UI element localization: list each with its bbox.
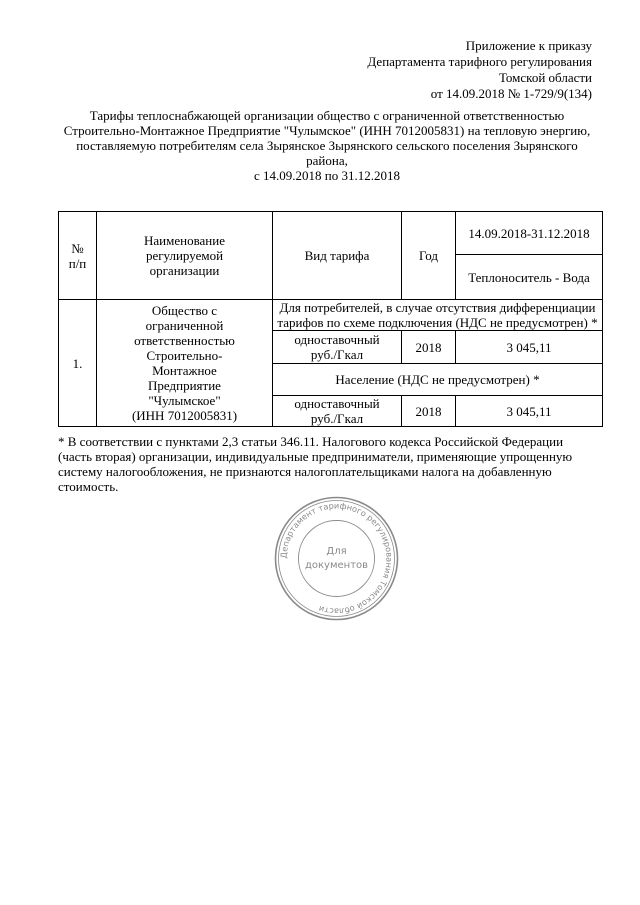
group2-label: Население (НДС не предусмотрен) * xyxy=(273,364,603,396)
title-line: Тарифы теплоснабжающей организации общество с ограниченной ответственностью xyxy=(89,108,565,123)
stamp-center-line: Для xyxy=(326,546,347,557)
table-header-row xyxy=(59,212,603,255)
appendix-line: Приложение к приказу xyxy=(465,38,592,53)
tariff-table xyxy=(58,211,603,427)
appendix-line: от 14.09.2018 № 1-729/9(134) xyxy=(430,86,592,101)
stamp-outer-ring xyxy=(276,498,398,620)
title-line: с 14.09.2018 по 31.12.2018 xyxy=(254,168,400,183)
header-carrier: Теплоноситель - Вода xyxy=(456,255,603,300)
group2-value: 3 045,11 xyxy=(456,396,603,427)
header-period: 14.09.2018-31.12.2018 xyxy=(456,212,603,255)
stamp-ring-text: Департамент тарифного регулирования Томской области xyxy=(278,500,395,617)
group1-year: 2018 xyxy=(402,331,456,364)
table-row xyxy=(59,300,603,331)
cell-organization: Общество с ограниченной ответственностью Строительно- Монтажное Предприятие "Чулымское" (ИНН 7012005831) xyxy=(97,300,273,427)
appendix-line: Департамента тарифного регулирования xyxy=(367,54,592,69)
group2-year: 2018 xyxy=(402,396,456,427)
title-line: Строительно-Монтажное Предприятие "Чулымское" (ИНН 7012005831) на тепловую энергию, xyxy=(63,123,591,138)
header-tariff-type: Вид тарифа xyxy=(273,212,402,300)
footnote-line: систему налогообложения, не признаются налогоплательщиками налога на добавленную xyxy=(58,464,552,479)
stamp-center-line: документов xyxy=(304,560,369,571)
group2-tariff-type: одноставочный руб./Гкал xyxy=(273,396,402,427)
document-title xyxy=(62,108,592,183)
group1-tariff-type: одноставочный руб./Гкал xyxy=(273,331,402,364)
footnote-line: стоимость. xyxy=(58,479,119,494)
header-organization: Наименование регулируемой организации xyxy=(97,212,273,300)
header-year: Год xyxy=(402,212,456,300)
seal-stamp-icon xyxy=(273,495,400,622)
group1-value: 3 045,11 xyxy=(456,331,603,364)
cell-num: 1. xyxy=(59,300,97,427)
title-line: поставляемую потребителям села Зырянское Зырянского сельского поселения Зырянского xyxy=(76,138,578,153)
footnote xyxy=(58,434,598,494)
footnote-line: (часть вторая) организации, индивидуальные предприниматели, применяющие упрощенную xyxy=(58,449,573,464)
footnote-line: * В соответствии с пунктами 2,3 статьи 346.11. Налогового кодекса Российской Федерации xyxy=(58,434,564,449)
header-num: № п/п xyxy=(59,212,97,300)
appendix-line: Томской области xyxy=(498,70,592,85)
group1-label: Для потребителей, в случае отсутствия дифференциации тарифов по схеме подключения (НДС не предусмотрен) * xyxy=(273,300,603,331)
appendix-header xyxy=(367,38,592,102)
title-line: района, xyxy=(306,153,348,168)
stamp-inner-ring xyxy=(299,521,375,597)
